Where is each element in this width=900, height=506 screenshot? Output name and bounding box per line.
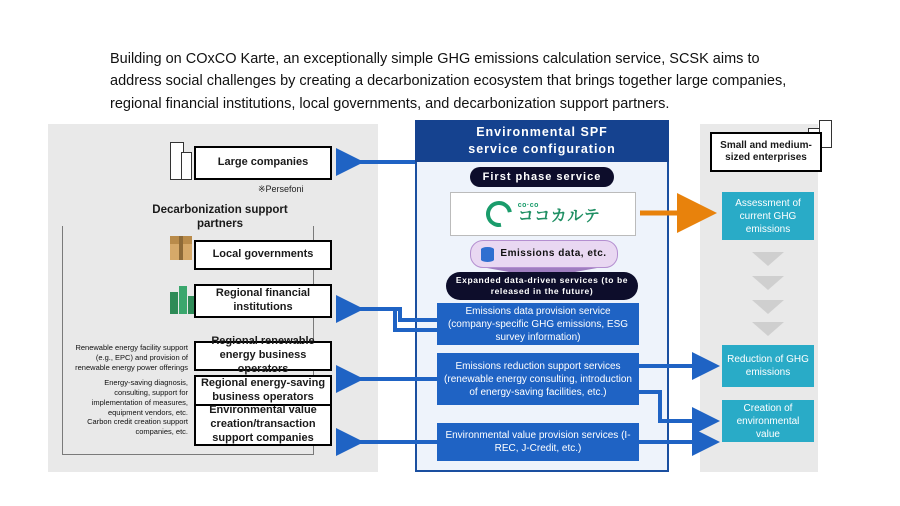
sme-box: Small and medium-sized enterprises xyxy=(710,132,822,172)
regional-financial-institutions-box: Regional financial institutions xyxy=(194,284,332,318)
building-icon xyxy=(168,140,192,180)
regional-energy-saving-operators-box: Regional energy-saving business operators xyxy=(194,375,332,407)
center-header-line2: service configuration xyxy=(468,142,616,156)
expanded-services-label: Expanded data-driven services (to be released in the future) xyxy=(446,272,638,300)
intro-paragraph: Building on COxCO Karte, an exceptionally simple GHG emissions calculation service, SCSK aims to address social challenges by creating a decarbonization ecosystem that brings together large companies, regional financial institutions, local governments, and decarbonization support partners. xyxy=(110,51,787,112)
environmental-value-provision-services-box: Environmental value provision services (I-REC, J-Credit, etc.) xyxy=(437,423,639,461)
cococarte-sub-label: co·co xyxy=(517,201,539,209)
step-assessment-box: Assessment of current GHG emissions xyxy=(722,192,814,240)
large-companies-box: Large companies xyxy=(194,146,332,180)
note-renewable-support: Renewable energy facility support (e.g., EPC) and provision of renewable energy power offerings xyxy=(75,343,188,373)
first-phase-label: First phase service xyxy=(470,167,614,187)
center-header-line1: Environmental SPF xyxy=(476,124,608,139)
step-creation-box: Creation of environmental value xyxy=(722,400,814,442)
center-panel-header xyxy=(415,120,669,162)
bank-icon xyxy=(170,284,196,314)
note-energy-saving-support: Energy-saving diagnosis, consulting, support for implementation of measures, equipment vendors, etc. xyxy=(91,378,188,418)
emissions-reduction-support-services-box: Emissions reduction support services (renewable energy consulting, introduction of energy-saving facilities, etc.) xyxy=(437,353,639,405)
local-governments-box: Local governments xyxy=(194,240,332,270)
database-icon xyxy=(481,247,494,262)
step-reduction-box: Reduction of GHG emissions xyxy=(722,345,814,387)
cococarte-product-card xyxy=(450,192,636,236)
regional-renewable-operators-box: Regional renewable energy business operators xyxy=(194,341,332,371)
emissions-data-pill xyxy=(470,240,618,268)
emissions-data-provision-service-box: Emissions data provision service (company-specific GHG emissions, ESG survey information) xyxy=(437,303,639,345)
cococarte-logo-icon xyxy=(481,196,517,232)
package-icon xyxy=(170,236,192,260)
emissions-data-label: Emissions data, etc. xyxy=(500,248,607,260)
cococarte-main-label: ココカルテ xyxy=(517,208,601,226)
environmental-value-companies-box: Environmental value creation/transaction support companies xyxy=(194,404,332,446)
note-carbon-credit-support: Carbon credit creation support companies, etc. xyxy=(87,417,188,437)
persefoni-note: ※Persefoni xyxy=(258,184,304,194)
decarbonization-support-partners-title: Decarbonization support partners xyxy=(130,203,310,232)
